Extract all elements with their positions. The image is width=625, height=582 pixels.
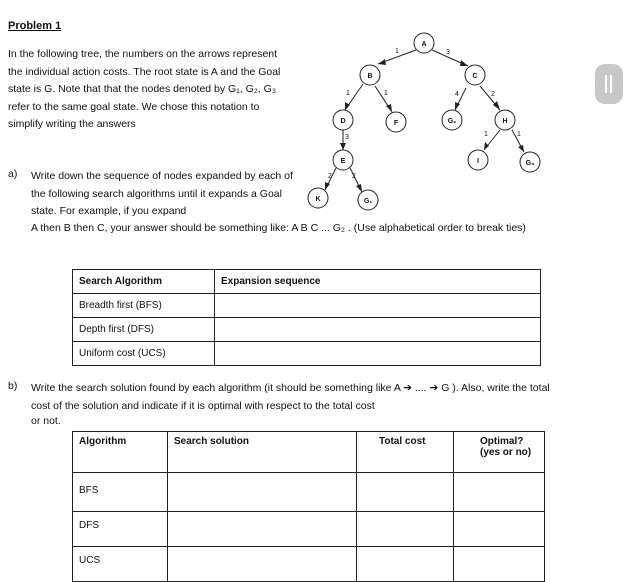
table-row: [73, 342, 541, 366]
label-f: F: [393, 120, 399, 127]
label-c: C: [472, 73, 478, 80]
part-a-text: Write down the sequence of nodes expanded by each of the following search algorithms until it expands a Goal state. For example, if you expand: [31, 170, 293, 217]
table-row: [73, 270, 541, 294]
cost-b-d: 1: [346, 90, 350, 97]
answer-cell[interactable]: [168, 473, 357, 512]
answer-cell[interactable]: [168, 547, 357, 582]
answer-cell[interactable]: [454, 473, 545, 512]
header-search-algorithm: Search Algorithm: [73, 270, 215, 294]
label-a: A: [421, 41, 427, 48]
header-total-cost: Total cost: [357, 432, 454, 473]
label-g1: G₁: [363, 198, 373, 205]
table-row: [73, 473, 545, 512]
table-row: [73, 432, 545, 473]
label-e: E: [340, 158, 346, 165]
answer-cell[interactable]: [357, 547, 454, 582]
solution-table: [72, 431, 545, 582]
cost-b-f: 1: [384, 90, 388, 97]
answer-cell[interactable]: [215, 294, 541, 318]
label-b: B: [367, 73, 373, 80]
header-algorithm: Algorithm: [73, 432, 168, 473]
label-g2: G₂: [447, 118, 457, 125]
cost-c-g2: 4: [455, 91, 459, 98]
row-label: UCS: [73, 547, 168, 582]
cost-a-c: 3: [446, 49, 450, 56]
label-i: I: [477, 158, 479, 165]
label-k: K: [315, 196, 321, 203]
answer-cell[interactable]: [215, 318, 541, 342]
answer-cell[interactable]: [357, 512, 454, 547]
label-d: D: [340, 118, 346, 125]
table-row: [73, 318, 541, 342]
expansion-table: [72, 269, 541, 366]
header-expansion-sequence: Expansion sequence: [215, 270, 541, 294]
part-b-label: b): [8, 380, 18, 392]
table-row: [73, 294, 541, 318]
grip-line-icon: [605, 75, 607, 93]
problem-title: Problem 1: [8, 20, 62, 32]
header-search-solution: Search solution: [168, 432, 357, 473]
row-label: DFS: [73, 512, 168, 547]
scroll-handle[interactable]: [595, 64, 623, 104]
row-label: Depth first (DFS): [73, 318, 215, 342]
row-label: Uniform cost (UCS): [73, 342, 215, 366]
cost-h-i: 1: [484, 131, 488, 138]
part-a-label: a): [8, 168, 18, 180]
part-b-text: Write the search solution found by each algorithm (it should be something like A ➔ .... ➔ G ). Also, write the total cost of the solution and indicate if it is optimal with respect to the total cost: [31, 382, 550, 412]
label-g3: G₃: [525, 160, 535, 167]
table-row: [73, 547, 545, 582]
answer-cell[interactable]: [168, 512, 357, 547]
row-label: BFS: [73, 473, 168, 512]
cost-c-h: 2: [491, 91, 495, 98]
table-row: [73, 512, 545, 547]
cost-d-e: 3: [345, 134, 349, 141]
problem-intro: In the following tree, the numbers on the arrows represent the individual action costs. The root state is A and the Goal state is G. Note that that the nodes denoted by G₁, G₂, G₃ refer to the same goal state. We chose this notation to simplify writing the answers: [8, 48, 281, 130]
cost-a-b: 1: [395, 48, 399, 55]
part-b-text-cont: or not.: [31, 415, 61, 427]
cost-h-g3: 1: [517, 131, 521, 138]
label-h: H: [502, 118, 508, 125]
answer-cell[interactable]: [454, 512, 545, 547]
grip-line-icon: [610, 75, 612, 93]
cost-e-k: 2: [328, 173, 332, 180]
answer-cell[interactable]: [215, 342, 541, 366]
part-a-text-cont: A then B then C, your answer should be something like: A B C ... G₂ . (Use alphabetical order to break ties): [31, 222, 526, 234]
row-label: Breadth first (BFS): [73, 294, 215, 318]
cost-e-g1: 2: [352, 173, 356, 180]
answer-cell[interactable]: [454, 547, 545, 582]
header-optimal: Optimal? (yes or no): [454, 432, 545, 473]
answer-cell[interactable]: [357, 473, 454, 512]
